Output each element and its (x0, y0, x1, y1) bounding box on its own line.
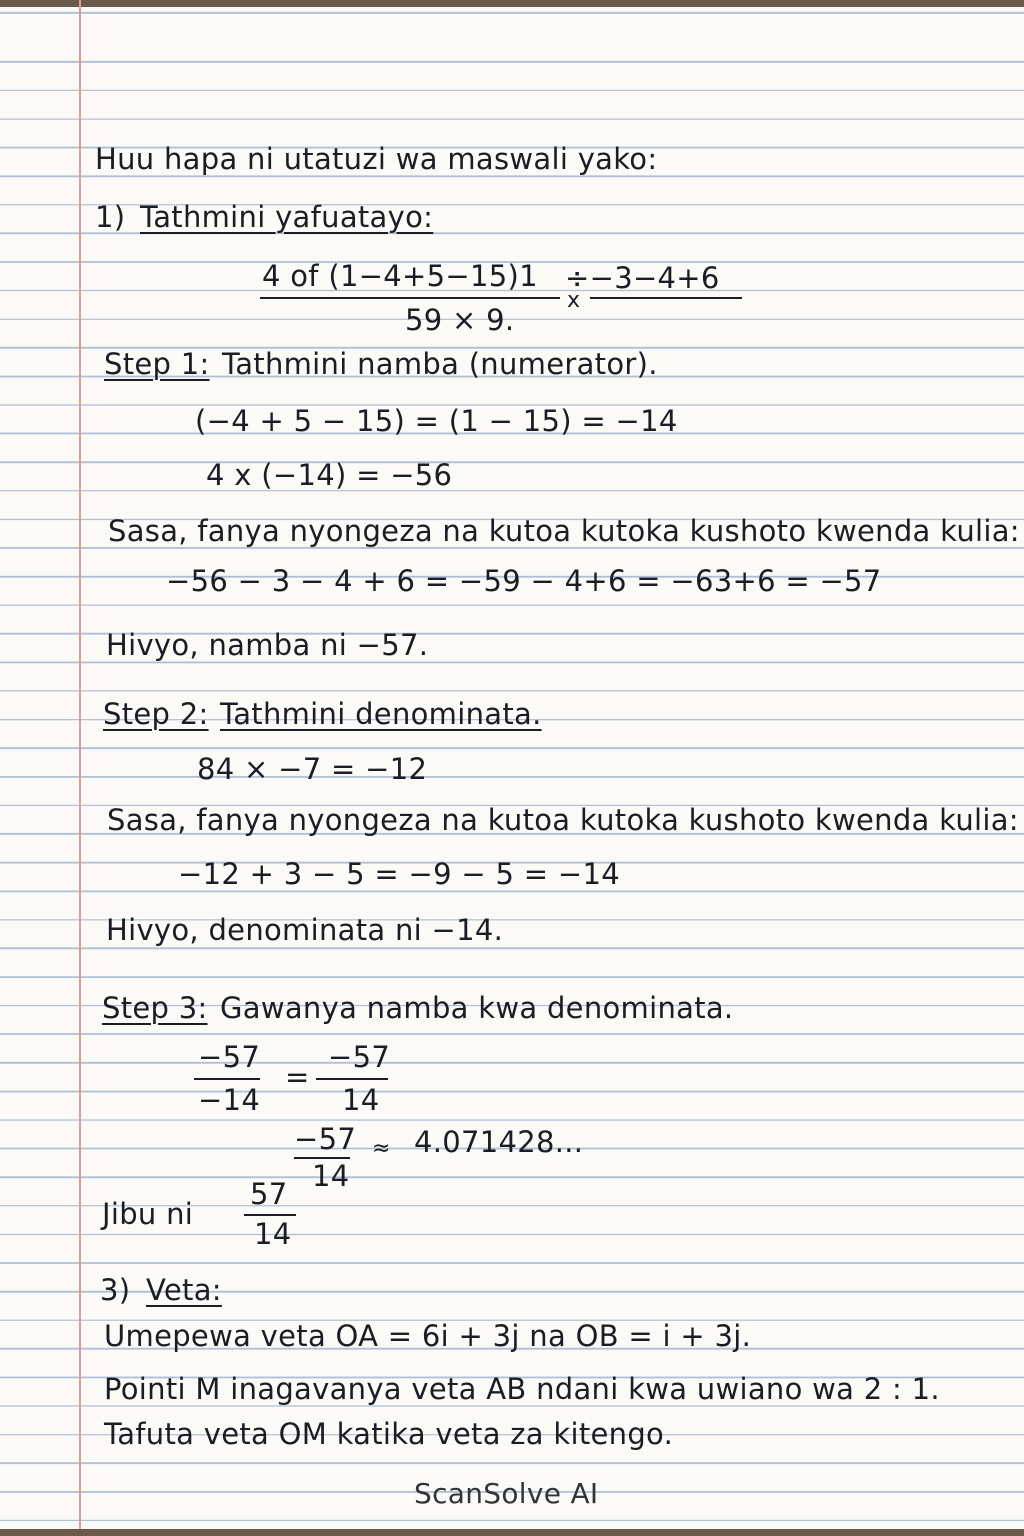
q3-line2: Pointi M inagavanya veta AB ndani kwa uwiano wa 2 : 1. (104, 1372, 940, 1406)
step1-line3: −56 − 3 − 4 + 6 = −59 − 4+6 = −63+6 = −57 (166, 564, 882, 598)
fraction2-numerator: −57 (328, 1040, 391, 1074)
scansolve-credit: ScanSolve AI (414, 1477, 599, 1510)
step1-result: Hivyo, namba ni −57. (106, 628, 429, 662)
fraction3-denominator: 14 (312, 1159, 350, 1193)
decimal-value: 4.071428... (414, 1125, 584, 1159)
fraction1-denominator: −14 (198, 1083, 261, 1117)
expression-fraction-bar-right (590, 297, 742, 299)
step2-title: Tathmini denominata. (220, 697, 542, 731)
step2-result: Hivyo, denominata ni −14. (106, 913, 504, 947)
step2-line1: 84 × −7 = −12 (197, 752, 428, 786)
step3-title: Gawanya namba kwa denominata. (220, 991, 734, 1025)
expression-numerator: 4 of (1−4+5−15)1 (262, 259, 538, 293)
fraction1-numerator: −57 (198, 1040, 261, 1074)
approx-sign: ≈ (372, 1136, 391, 1161)
expression-fraction-bar (260, 297, 560, 299)
expression-times-mark: x (567, 288, 581, 313)
fraction1-bar (194, 1078, 260, 1080)
q1-title: Tathmini yafuatayo: (140, 200, 434, 234)
step1-label: Step 1: (104, 347, 210, 381)
q3-number: 3) (100, 1273, 131, 1307)
step2-instruction: Sasa, fanya nyongeza na kutoa kutoka kushoto kwenda kulia: (107, 803, 1019, 837)
step2-label: Step 2: (103, 697, 209, 731)
fraction3-numerator: −57 (294, 1122, 357, 1156)
step1-line1: (−4 + 5 − 15) = (1 − 15) = −14 (195, 404, 678, 438)
step2-line2: −12 + 3 − 5 = −9 − 5 = −14 (178, 857, 620, 891)
answer-fraction-bar (244, 1214, 296, 1216)
q1-number: 1) (95, 200, 126, 234)
answer-denominator: 14 (254, 1217, 292, 1251)
step1-line2: 4 x (−14) = −56 (206, 458, 453, 492)
fraction2-bar (316, 1078, 388, 1080)
step1-title: Tathmini namba (numerator). (222, 347, 658, 381)
q3-title: Veta: (146, 1273, 222, 1307)
expression-mid: ÷−3−4+6 (565, 261, 720, 295)
paper-top-edge (0, 0, 1024, 7)
q3-line1: Umepewa veta OA = 6i + 3j na OB = i + 3j. (104, 1319, 752, 1353)
equals-sign: = (285, 1060, 310, 1094)
step3-label: Step 3: (102, 991, 208, 1025)
red-margin-line (79, 0, 81, 1536)
step1-instruction: Sasa, fanya nyongeza na kutoa kutoka kushoto kwenda kulia: (108, 514, 1020, 548)
paper-bottom-edge (0, 1529, 1024, 1536)
fraction2-denominator: 14 (342, 1083, 380, 1117)
answer-numerator: 57 (250, 1177, 288, 1211)
intro-text: Huu hapa ni utatuzi wa maswali yako: (95, 142, 658, 176)
q3-line3: Tafuta veta OM katika veta za kitengo. (104, 1417, 674, 1451)
answer-label: Jibu ni (102, 1197, 194, 1231)
expression-denominator: 59 × 9. (405, 303, 515, 337)
